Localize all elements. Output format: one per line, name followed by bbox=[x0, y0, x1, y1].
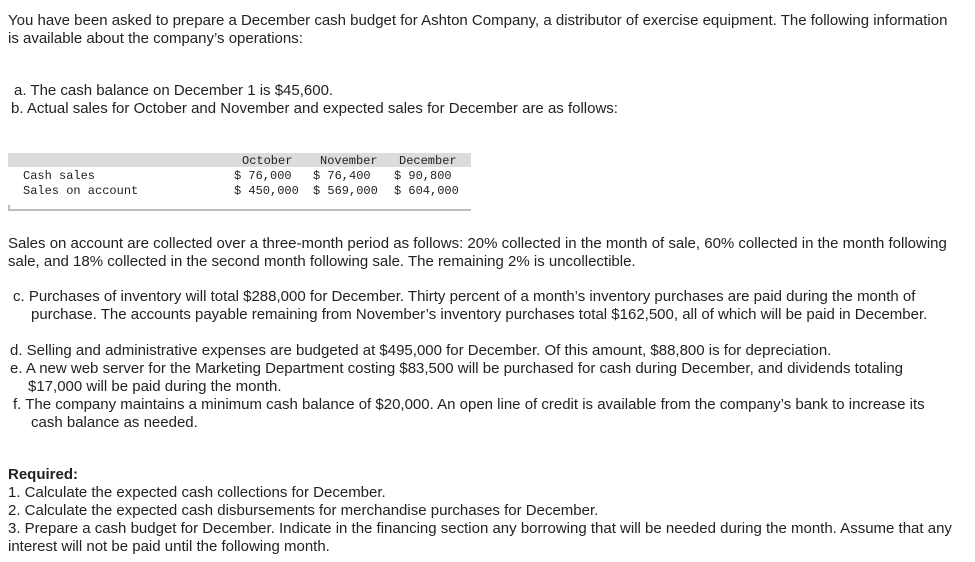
item-a: a. The cash balance on December 1 is $45,600. bbox=[14, 82, 334, 99]
required-step-2: 2. Calculate the expected cash disbursements for merchandise purchases for December. bbox=[8, 502, 599, 519]
row-label-sales-on-account: Sales on account bbox=[23, 184, 139, 198]
account-sales-december: $ 604,000 bbox=[394, 184, 459, 198]
item-e: e. A new web server for the Marketing Department costing $83,500 will be purchased for cash during December, and dividends totaling $17,000 will be paid during the month. bbox=[10, 360, 904, 395]
item-c: c. Purchases of inventory will total $288,000 for December. Thirty percent of a month’s inventory purchases are paid during the month of purchase. The accounts payable remaining from November’s inventory purchases total $162,500, all of which will be paid in December. bbox=[13, 288, 928, 323]
required-step-3: 3. Prepare a cash budget for December. Indicate in the financing section any borrowing that will be needed during the month. Assume that any interest will not be paid until the following month. bbox=[8, 520, 952, 555]
item-f: f. The company maintains a minimum cash balance of $20,000. An open line of credit is available from the company’s bank to increase its cash balance as needed. bbox=[13, 396, 925, 431]
required-step-1: 1. Calculate the expected cash collections for December. bbox=[8, 484, 386, 501]
collections-paragraph: Sales on account are collected over a three-month period as follows: 20% collected in the month of sale, 60% collected in the month following sale, and 18% collected in the second month following sale. The remaining 2% is uncollectible. bbox=[8, 235, 947, 270]
account-sales-november: $ 569,000 bbox=[313, 184, 378, 198]
account-sales-october: $ 450,000 bbox=[234, 184, 299, 198]
cash-sales-november: $ 76,400 bbox=[313, 169, 371, 183]
intro-paragraph: You have been asked to prepare a December cash budget for Ashton Company, a distributor of exercise equipment. The following information is available about the company’s operations: bbox=[8, 12, 948, 47]
table-bottom-line bbox=[8, 209, 471, 211]
item-b: b. Actual sales for October and November and expected sales for December are as follows: bbox=[11, 100, 618, 117]
cash-sales-december: $ 90,800 bbox=[394, 169, 452, 183]
required-title: Required: bbox=[8, 466, 79, 483]
item-d: d. Selling and administrative expenses are budgeted at $495,000 for December. Of this amount, $88,800 is for depreciation. bbox=[10, 342, 832, 359]
header-december: December bbox=[399, 154, 457, 168]
header-october: October bbox=[242, 154, 293, 168]
cash-sales-october: $ 76,000 bbox=[234, 169, 292, 183]
row-label-cash-sales: Cash sales bbox=[23, 169, 96, 183]
header-november: November bbox=[320, 154, 378, 168]
